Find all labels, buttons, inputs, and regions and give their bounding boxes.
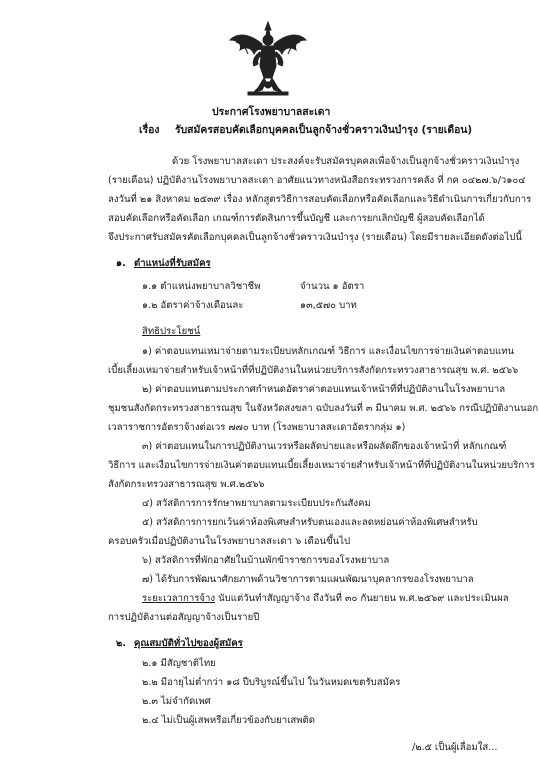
- benefit-line: ครอบครัวเมื่อปฏิบัติงานในโรงพยาบาลสะเดา ๖ เดือนขึ้นไป: [108, 536, 351, 547]
- continued-footer: /๒.๕ เป็นผู้เลื่อมใส...: [412, 742, 498, 753]
- qualification-item: ๒.๑ มีสัญชาติไทย: [142, 658, 216, 669]
- benefit-line: ๖) สวัสดิการที่พักอาศัยในบ้านพักข้าราชการของโรงพยาบาล: [142, 555, 390, 566]
- announcement-subject: รับสมัครสอบคัดเลือกบุคคลเป็นลูกจ้างชั่วคราวเงินบำรุง (รายเดือน): [175, 124, 473, 136]
- benefit-line: ๑) ค่าตอบแทนเหมาจ่ายตามระเบียบหลักเกณฑ์ วิธีการ และเงื่อนไขการจ่ายเงินค่าตอบแทน: [142, 346, 515, 357]
- intro-line-3: ลงวันที่ ๒๑ สิงหาคม ๒๕๓๙ เรื่อง หลักสูตรวิธีการสอบคัดเลือกหรือคัดเลือกและวิธีดำเนินการเกี่ยวกับการ: [108, 194, 532, 205]
- qualification-item: ๒.๒ มีอายุไม่ต่ำกว่า ๑๘ ปีบริบูรณ์ขึ้นไป ในวันหมดเขตรับสมัคร: [142, 677, 401, 688]
- intro-line-5: จึงประกาศรับสมัครคัดเลือกบุคคลเป็นลูกจ้างชั่วคราวเงินบำรุง (รายเดือน) โดยมีรายละเอียดดังต่อไปนี้: [108, 232, 522, 243]
- benefit-line: เบี้ยเลี้ยงเหมาจ่ายสำหรับเจ้าหน้าที่ที่ปฏิบัติงานในหน่วยบริการสังกัดกระทรวงสาธารณสุข พ.ศ. ๒๕๖๖: [108, 365, 519, 376]
- benefit-line: ๕) สวัสดิการการยกเว้นค่าห้องพิเศษสำหรับตนเองและลดหย่อนค่าห้องพิเศษสำหรับ: [142, 517, 478, 528]
- announcement-subject-label: เรื่อง: [139, 124, 160, 136]
- benefit-line: ๓) ค่าตอบแทนในการปฏิบัติงานเวรหรือผลัดบ่ายและหรือผลัดดึกของเจ้าหน้าที่ หลักเกณฑ์: [142, 441, 507, 452]
- benefit-line: เวลาราชการอัตราจ้างต่อเวร ๗๗๐ บาท (โรงพยาบาลสะเดาอัตรากลุ่ม ๑): [108, 422, 406, 433]
- section-1-number: ๑.: [116, 258, 126, 269]
- employment-period: [142, 593, 509, 605]
- intro-line-1: ด้วย โรงพยาบาลสะเดา ประสงค์จะรับสมัครบุคคลเพื่อจ้างเป็นลูกจ้างชั่วคราวเงินบำรุง: [172, 156, 520, 167]
- employment-period-label: ระยะเวลาการจ้าง: [142, 593, 216, 604]
- section-2-heading: คุณสมบัติทั่วไปของผู้สมัคร: [134, 638, 243, 649]
- benefit-line: ๗) ได้รับการพัฒนาศักยภาพด้านวิชาการตามแผนพัฒนาบุคลากรของโรงพยาบาล: [142, 574, 474, 585]
- garuda-emblem-icon: [228, 20, 308, 96]
- section-1-heading: ตำแหน่งที่รับสมัคร: [134, 258, 211, 269]
- intro-line-4: สอบคัดเลือกหรือคัดเลือก เกณฑ์การตัดสินการขึ้นบัญชี และการยกเลิกบัญชี ผู้สอบคัดเลือกได้: [108, 213, 485, 224]
- salary-label: ๑.๒ อัตราค่าจ้างเดือนละ: [142, 300, 244, 311]
- benefit-line: ๔) สวัสดิการการรักษาพยาบาลตามระเบียบประกันสังคม: [142, 498, 371, 509]
- employment-period-text: นับแต่วันทำสัญญาจ้าง ถึงวันที่ ๓๐ กันยายน พ.ศ.๒๕๖๙ และประเมินผล: [215, 593, 509, 604]
- benefit-line: สังกัดกระทรวงสาธารณสุข พ.ศ.๒๕๖๖: [108, 479, 265, 490]
- announcement-title: ประกาศโรงพยาบาลสะเดา: [212, 106, 331, 118]
- benefits-heading: สิทธิประโยชน์: [142, 326, 201, 337]
- employment-period-text-2: การปฏิบัติงานต่อสัญญาจ้างเป็นรายปี: [108, 612, 260, 623]
- qualification-item: ๒.๓ ไม่จำกัดเพศ: [142, 696, 211, 707]
- intro-line-2: (รายเดือน) ปฏิบัติงานโรงพยาบาลสะเดา อาศัยแนวทางหนังสือกระทรวงการคลัง ที่ กค ๐๔๒๗.๖/ว๑๐๔: [108, 175, 526, 186]
- benefit-line: ๒) ค่าตอบแทนตามประกาศกำหนดอัตราค่าตอบแทนเจ้าหน้าที่ที่ปฏิบัติงานในโรงพยาบาล: [142, 384, 506, 395]
- salary-value: ๑๓,๕๗๐ บาท: [300, 300, 357, 311]
- position-count: จำนวน ๑ อัตรา: [300, 281, 365, 292]
- section-2-number: ๒.: [116, 638, 126, 649]
- benefit-line: ชุมชนสังกัดกระทรวงสาธารณสุข ในจังหวัดสงขลา ฉบับลงวันที่ ๓ มีนาคม พ.ศ. ๒๕๖๖ กรณีปฏิบัติงานนอก: [108, 403, 539, 414]
- qualification-item: ๒.๔ ไม่เป็นผู้เสพหรือเกี่ยวข้องกับยาเสพติด: [142, 715, 316, 726]
- position-label: ๑.๑ ตำแหน่งพยาบาลวิชาชีพ: [142, 281, 261, 292]
- benefit-line: วิธีการ และเงื่อนไขการจ่ายเงินค่าตอบแทนเบี้ยเลี้ยงเหมาจ่ายสำหรับเจ้าหน้าที่ที่ปฏิบัติงานในหน่วยบริการ: [108, 460, 535, 471]
